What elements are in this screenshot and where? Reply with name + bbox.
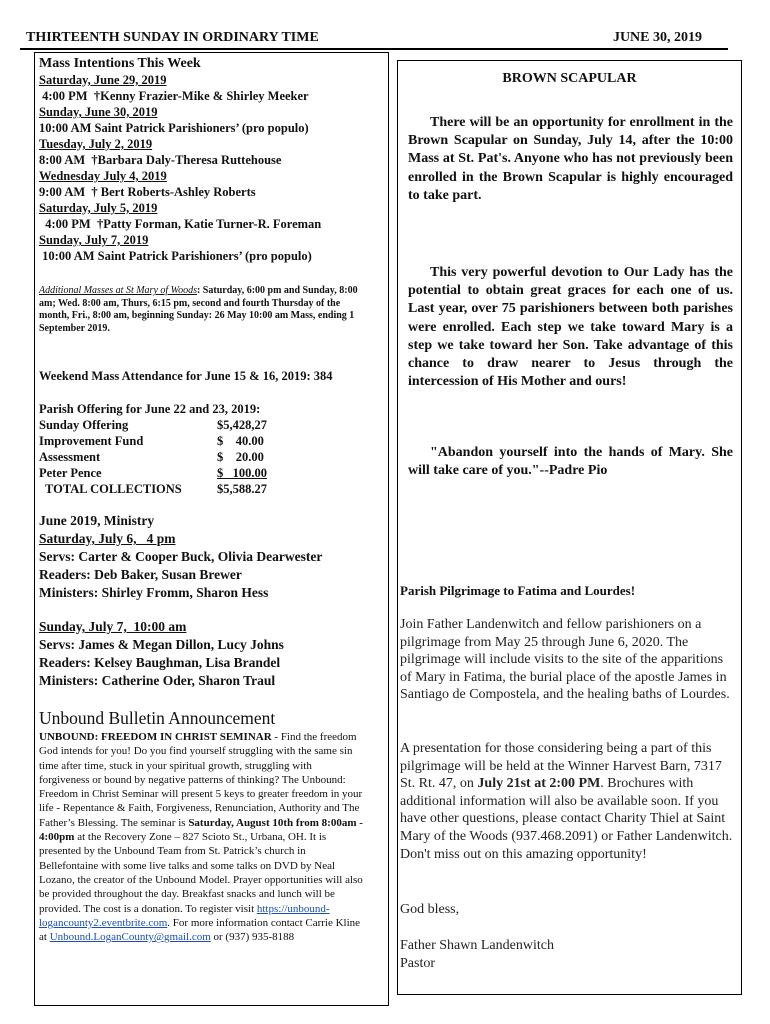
unbound-body xyxy=(39,730,364,944)
intention-text: 4:00 PM †Kenny Frazier-Mike & Shirley Meeker xyxy=(39,89,309,103)
intention-day: Wednesday July 4, 2019 xyxy=(39,169,167,183)
padre-pio-quote: "Abandon yourself into the hands of Mary. She will take care of you."--Padre Pio xyxy=(408,445,733,479)
ministry-line: Ministers: Catherine Oder, Sharon Traul xyxy=(39,673,276,688)
offering-row: Improvement Fund $ 40.00 xyxy=(39,434,264,448)
unbound-text: at the Recovery Zone – 827 Scioto St., Urbana, OH. It is presented by the Unbound Team from St. Patrick’s church in Bellefontaine with some live talks and some talks on DVD by Neal Lozano, the creator of the Unbound Model. Prayer opportunities will also be provided throughout the day. Breakfast snacks and lunch will be provided. The cost is a donation. To register visit xyxy=(39,831,363,915)
intention-day: Saturday, July 5, 2019 xyxy=(39,201,158,215)
unbound-text: . For more information contact Carrie Kline at xyxy=(39,916,361,944)
intention-day: Tuesday, July 2, 2019 xyxy=(39,137,153,151)
sign-off: God bless, xyxy=(400,902,460,917)
pilgrimage-presentation: A presentation for those considering being a part of this pilgrimage will be held at the Winner Harvest Barn, 7317 St. Rt. 47, on July 21st at 2:00 PM. Brochures with additional information will also be available soon. If you have other questions, please contact Charity Thiel at Saint Mary of the Woods (937.468.2091) or Father Landenwitch. Don't miss out on this amazing opportunity! xyxy=(400,740,736,863)
ministry-schedule xyxy=(39,512,322,690)
offering-total-row: TOTAL COLLECTIONS $5,588.27 xyxy=(39,482,267,496)
unbound-title: Unbound Bulletin Announcement xyxy=(39,708,276,728)
unbound-text: or (937) 935-8188 xyxy=(210,931,295,944)
ministry-title: June 2019, Ministry xyxy=(39,513,155,528)
offering xyxy=(39,401,267,497)
additional-masses-note xyxy=(39,285,369,335)
ministry-sat-heading: Saturday, July 6, 4 pm xyxy=(39,531,176,546)
unbound-date: Saturday, August 10th from 8:00am - 4:00pm xyxy=(39,816,363,844)
ministry-line: Readers: Deb Baker, Susan Brewer xyxy=(39,567,242,582)
left-column xyxy=(34,52,389,1006)
ministry-line: Ministers: Shirley Fromm, Sharon Hess xyxy=(39,585,269,600)
right-column xyxy=(397,60,742,995)
header-title: THIRTEENTH SUNDAY IN ORDINARY TIME xyxy=(26,30,319,45)
intention-day: Sunday, June 30, 2019 xyxy=(39,105,158,119)
attendance: Weekend Mass Attendance for June 15 & 16, 2019: 384 xyxy=(39,369,333,383)
email-link[interactable]: Unbound.LoganCounty@gmail.com xyxy=(49,931,211,944)
intention-text: 10:00 AM Saint Patrick Parishioners’ (pro populo) xyxy=(39,249,312,263)
intention-day: Sunday, July 7, 2019 xyxy=(39,233,149,247)
offering-row: Sunday Offering $5,428,27 xyxy=(39,418,267,432)
signature-name: Father Shawn Landenwitch Pastor xyxy=(400,938,554,971)
intention-text: 9:00 AM † Bert Roberts-Ashley Roberts xyxy=(39,185,256,199)
pilgrimage-paragraph: Join Father Landenwitch and fellow parishioners on a pilgrimage from May 25 through June 6, 2020. The pilgrimage will include visits to the site of the apparitions of Mary in Fatima, the burial place of the apostle James in Santiago de Compostela, and the healing baths of Lourdes. xyxy=(400,617,730,703)
ministry-line: Servs: Carter & Cooper Buck, Olivia Dearwester xyxy=(39,549,323,564)
unbound-text: - Find the freedom God intends for you! Do you find yourself struggling with the same sin time after time, stuck in your spiritual growth, struggling with forgiveness or bound by negative patterns of thinking? The Unbound: Freedom in Christ Seminar will present 5 keys to greater freedom in your life - Repentance & Faith, Forgiveness, Renunciation, Authority and The Father’s Blessing. The seminar is xyxy=(39,731,363,829)
unbound-lead: UNBOUND: FREEDOM IN CHRIST SEMINAR xyxy=(39,731,272,743)
intention-text: 8:00 AM †Barbara Daly-Theresa Ruttehouse xyxy=(39,153,282,167)
offering-title: Parish Offering for June 22 and 23, 2019: xyxy=(39,402,261,416)
scapular-paragraph: There will be an opportunity for enrollment in the Brown Scapular on Sunday, July 14, after the 10:00 Mass at St. Pat's. Anyone who has not previously been enrolled in the Brown Scapular is highly encouraged to take part. xyxy=(408,115,733,203)
scapular-paragraph: This very powerful devotion to Our Lady has the potential to obtain great graces for each one of us. Last year, over 75 parishioners between both parishes were enrolled. Each step we take toward Mary is a step we take toward her Son. Take advantage of this chance to draw nearer to Jesus through the intercession of His Mother and ours! xyxy=(408,265,733,390)
offering-row: Assessment $ 20.00 xyxy=(39,450,264,464)
register-link[interactable]: https://unbound-logancounty2.eventbrite.com xyxy=(39,902,330,929)
ministry-line: Readers: Kelsey Baughman, Lisa Brandel xyxy=(39,655,281,670)
signature-role: Pastor xyxy=(400,955,435,971)
additional-masses-text: : Saturday, 6:00 pm and Sunday, 8:00 am; Wed. 8:00 am, Thurs, 6:15 pm, second and fourth Thursday of the month, Fri., 8:00 am, beginning Sunday: 26 May 10:00 am Mass, ending 1 September 2019. xyxy=(39,285,358,334)
page-header xyxy=(20,30,728,50)
additional-masses-label: Additional Masses at St Mary of Woods xyxy=(39,285,197,296)
intention-text: 10:00 AM Saint Patrick Parishioners’ (pro populo) xyxy=(39,121,309,135)
pilgrimage-title: Parish Pilgrimage to Fatima and Lourdes! xyxy=(400,583,636,598)
ministry-sun-heading: Sunday, July 7, 10:00 am xyxy=(39,619,187,634)
mass-intentions-title: Mass Intentions This Week xyxy=(39,56,201,71)
mass-intentions xyxy=(39,55,384,264)
pilgrimage-closing-line: Don't miss out on this amazing opportunity! xyxy=(400,846,647,862)
scapular-title: BROWN SCAPULAR xyxy=(502,71,637,86)
intention-text: 4:00 PM †Patty Forman, Katie Turner-R. Foreman xyxy=(39,217,322,231)
intention-day: Saturday, June 29, 2019 xyxy=(39,73,167,87)
header-date: JUNE 30, 2019 xyxy=(612,30,702,45)
ministry-line: Servs: James & Megan Dillon, Lucy Johns xyxy=(39,637,284,652)
offering-row: Peter Pence $ 100.00 xyxy=(39,466,267,480)
presentation-date: July 21st at 2:00 PM xyxy=(477,776,601,792)
